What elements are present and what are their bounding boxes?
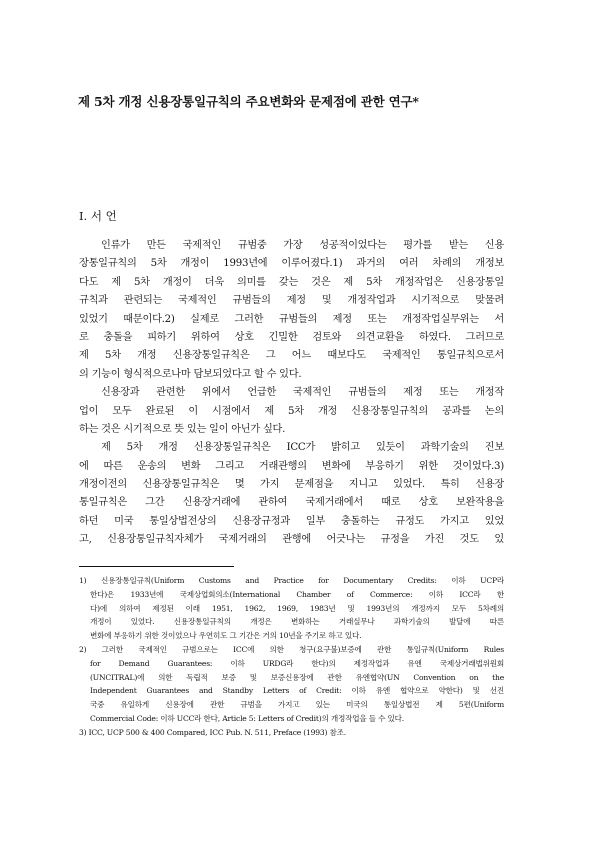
footnote-line: for Demand Guarantees: 이하 URDG라 한다)의 제정작업과 유엔 국제상거래법위원회 — [90, 658, 504, 668]
footnote-line: 개정이 있었다. 신용장통일규칙의 개정은 변화하는 거래실무나 과학기술의 발달에 따른 — [90, 617, 504, 627]
footnote-line: 한다)은 1933년에 국제상업회의소(International Chamber of Commerce: 이하 ICC라 한 — [90, 589, 504, 599]
body-line: 업이 모두 완료된 이 시점에서 제 5차 개정 신용장통일규칙의 공과를 논의 — [79, 405, 504, 417]
body-line: 하던 미국 통일상법전상의 신용장규정과 일부 충돌하는 규정도 가지고 있었 — [79, 515, 504, 527]
body-line: 로 충돌을 피하기 위하여 상호 긴밀한 검토와 의견교환을 하였다. 그러므로 — [79, 331, 504, 343]
body-line: 에 따른 운송의 변화 그리고 거래관행의 변화에 부응하기 위한 것이었다.3) — [79, 460, 504, 472]
footnotes — [79, 574, 504, 740]
body-line: 고, 신용장통일규칙자체가 국제거래의 관행에 어긋나는 규정을 가진 것도 있 — [79, 534, 504, 546]
body-line: 하는 것은 시기적으로 뜻 있는 일이 아닌가 싶다. — [79, 423, 286, 435]
body-line: 개정이전의 신용장통일규칙은 몇 가지 문제점을 지니고 있었다. 특히 신용장 — [79, 479, 504, 491]
footnote-line: 국중 유일하게 신용장에 관한 규범을 가지고 있는 미국의 통일상법전 제 5편(Uniform — [90, 700, 504, 710]
footnote-divider — [79, 566, 234, 567]
section-heading: I. 서 언 — [79, 209, 117, 223]
footnote-line: (UNCITRAL)에 의한 독립적 보증 및 보증신용장에 관한 유엔협약(UN Convention on the — [90, 672, 504, 682]
footnote-line: Commercial Code: 이하 UCC라 한다, Article 5: Letters of Credit)의 개정작업을 들 수 있다. — [90, 713, 404, 723]
body-line: 의 기능이 형식적으로나마 담보되었다고 할 수 있다. — [79, 368, 302, 380]
body-line: 통일규칙은 그간 신용장거래에 관하여 국제거래에서 때로 상호 보완작용을 — [79, 497, 504, 509]
body-line: 있었기 때문이다.2) 실제로 그러한 규범들의 제정 또는 개정작업실무위는 서 — [79, 313, 504, 325]
body-line: 장통일규칙의 5차 개정이 1993년에 이루어졌다.1) 과거의 여러 차례의 개정보 — [79, 258, 504, 270]
footnote-line: 변화에 부응하기 위한 것이었으나 우연히도 그 기간은 거의 10년을 주기로 하고 있다. — [90, 631, 362, 641]
paper-title: 제 5차 개정 신용장통일규칙의 주요변화와 문제점에 관한 연구* — [78, 94, 419, 109]
footnote-line: 2) 그러한 국제적인 규범으로는 ICC에 의한 청구(요구불)보증에 관한 통일규칙(Uniform Rules — [79, 644, 504, 654]
body-text — [79, 237, 504, 550]
body-line: 인류가 만든 국제적인 규범중 가장 성공적이었다는 평가를 받는 신용 — [101, 240, 504, 251]
body-line: 신용장과 관련한 위에서 언급한 국제적인 규범들의 제정 또는 개정작 — [101, 387, 504, 399]
body-line: 다도 제 5차 개정이 더욱 의미를 갖는 것은 제 5차 개정작업은 신용장통일 — [79, 276, 504, 288]
body-line: 제 5차 개정 신용장통일규칙은 ICC가 밝히고 있듯이 과학기술의 진보 — [101, 442, 504, 454]
footnote-line: Independent Guarantees and Standby Letters of Credit: 이하 유엔 협약으로 약한다) 및 선진 — [90, 686, 504, 696]
footnote-line: 3) ICC, UCP 500 & 400 Compared, ICC Pub. N. 511, Preface (1993) 참조. — [79, 727, 347, 737]
body-line: 규칙과 관련되는 국제적인 규범들의 제정 및 개정작업과 시기적으로 맞물려 — [79, 295, 504, 307]
footnote-line: 다)에 의하여 제정된 이래 1951, 1962, 1969, 1983년 및 1993년의 개정까지 모두 5차례의 — [90, 603, 504, 613]
footnote-line: 1) 신용장통일규칙(Uniform Customs and Practice for Documentary Credits: 이하 UCP라 — [79, 576, 504, 585]
body-line: 제 5차 개정 신용장통일규칙은 그 어느 때보다도 국제적인 통일규칙으로서 — [79, 350, 504, 362]
